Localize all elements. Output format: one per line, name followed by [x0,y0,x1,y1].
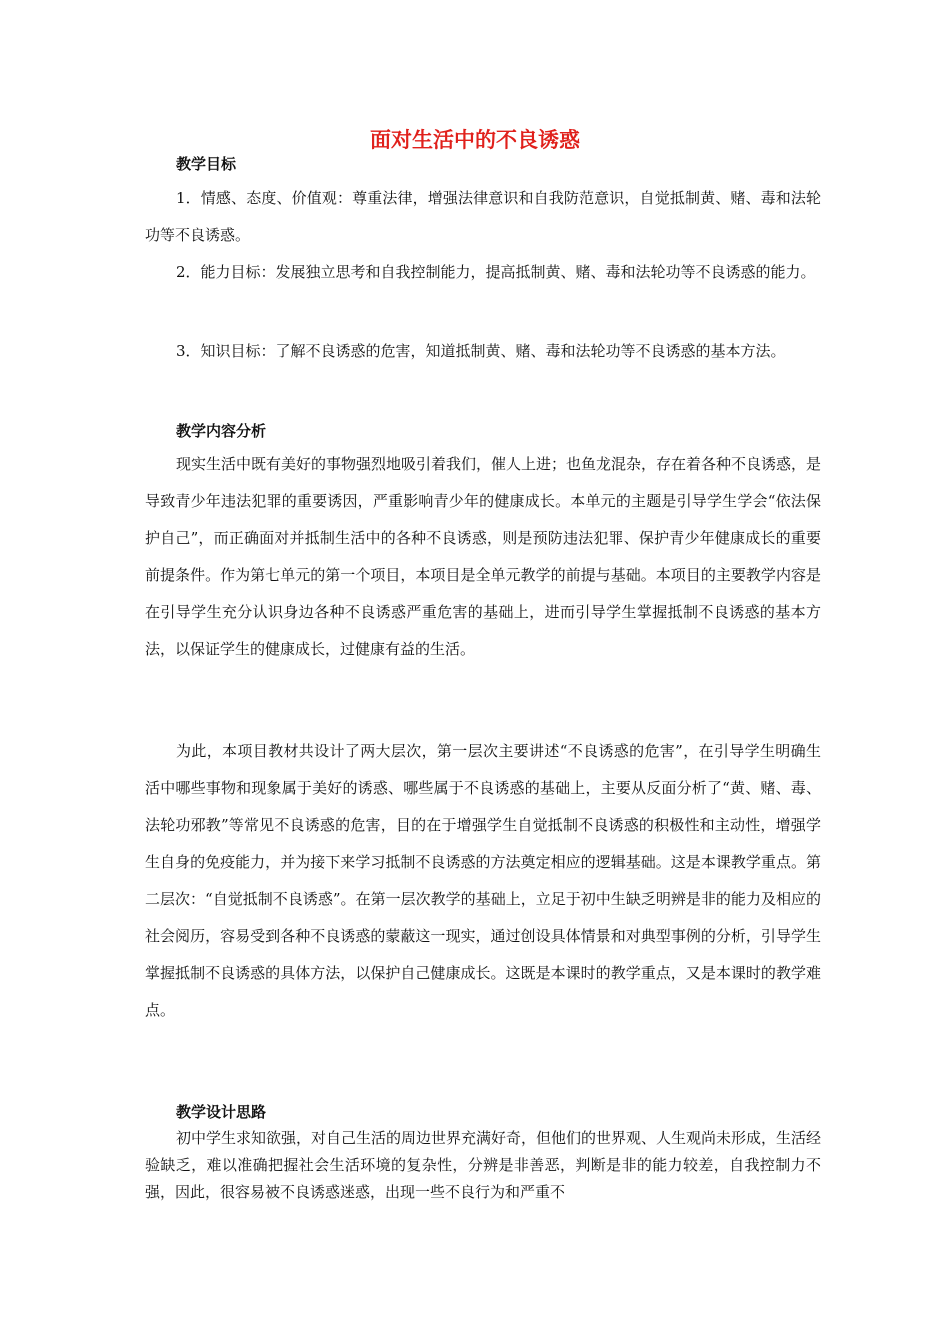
section-heading-design-ideas: 教学设计思路 [176,1103,267,1121]
analysis-paragraph-2: 为此，本项目教材共设计了两大层次，第一层次主要讲述“不良诱惑的危害”，在引导学生明确生活中哪些事物和现象属于美好的诱惑、哪些属于不良诱惑的基础上，主要从反面分析了“黄、赌、毒、法轮功邪教”等常见不良诱惑的危害，目的在于增强学生自觉抵制不良诱惑的积极性和主动性，增强学生自身的免疫能力，并为接下来学习抵制不良诱惑的方法奠定相应的逻辑基础。这是本课教学重点。第二层次：“自觉抵制不良诱惑”。在第一层次教学的基础上，立足于初中生缺乏明辨是非的能力及相应的社会阅历，容易受到各种不良诱惑的蒙蔽这一现实，通过创设具体情景和对典型事例的分析，引导学生掌握抵制不良诱惑的具体方法，以保护自己健康成长。这既是本课时的教学重点，又是本课时的教学难点。 [145,742,821,1019]
section-heading-content-analysis: 教学内容分析 [176,422,267,440]
goal-paragraph-2: 2．能力目标：发展独立思考和自我控制能力，提高抵制黄、赌、毒和法轮功等不良诱惑的能力。 [176,263,816,281]
design-paragraph-1: 初中学生求知欲强，对自己生活的周边世界充满好奇，但他们的世界观、人生观尚未形成，生活经验缺乏，难以准确把握社会生活环境的复杂性，分辨是非善恶，判断是非的能力较差，自我控制力不强，因此，很容易被不良诱惑迷惑，出现一些不良行为和严重不 [145,1129,822,1201]
section-heading-teaching-goals: 教学目标 [176,155,237,173]
goal-paragraph-1: 1．情感、态度、价值观：尊重法律，增强法律意识和自我防范意识，自觉抵制黄、赌、毒和法轮功等不良诱惑。 [145,189,821,244]
analysis-paragraph-1: 现实生活中既有美好的事物强烈地吸引着我们，催人上进；也鱼龙混杂，存在着各种不良诱惑，是导致青少年违法犯罪的重要诱因，严重影响青少年的健康成长。本单元的主题是引导学生学会“依法保护自己”，而正确面对并抵制生活中的各种不良诱惑，则是预防违法犯罪、保护青少年健康成长的重要前提条件。作为第七单元的第一个项目，本项目是全单元教学的前提与基础。本项目的主要教学内容是在引导学生充分认识身边各种不良诱惑严重危害的基础上，进而引导学生掌握抵制不良诱惑的基本方法，以保证学生的健康成长，过健康有益的生活。 [145,455,822,658]
document-title: 面对生活中的不良诱惑 [370,128,580,152]
goal-paragraph-3: 3．知识目标：了解不良诱惑的危害，知道抵制黄、赌、毒和法轮功等不良诱惑的基本方法。 [176,342,786,360]
